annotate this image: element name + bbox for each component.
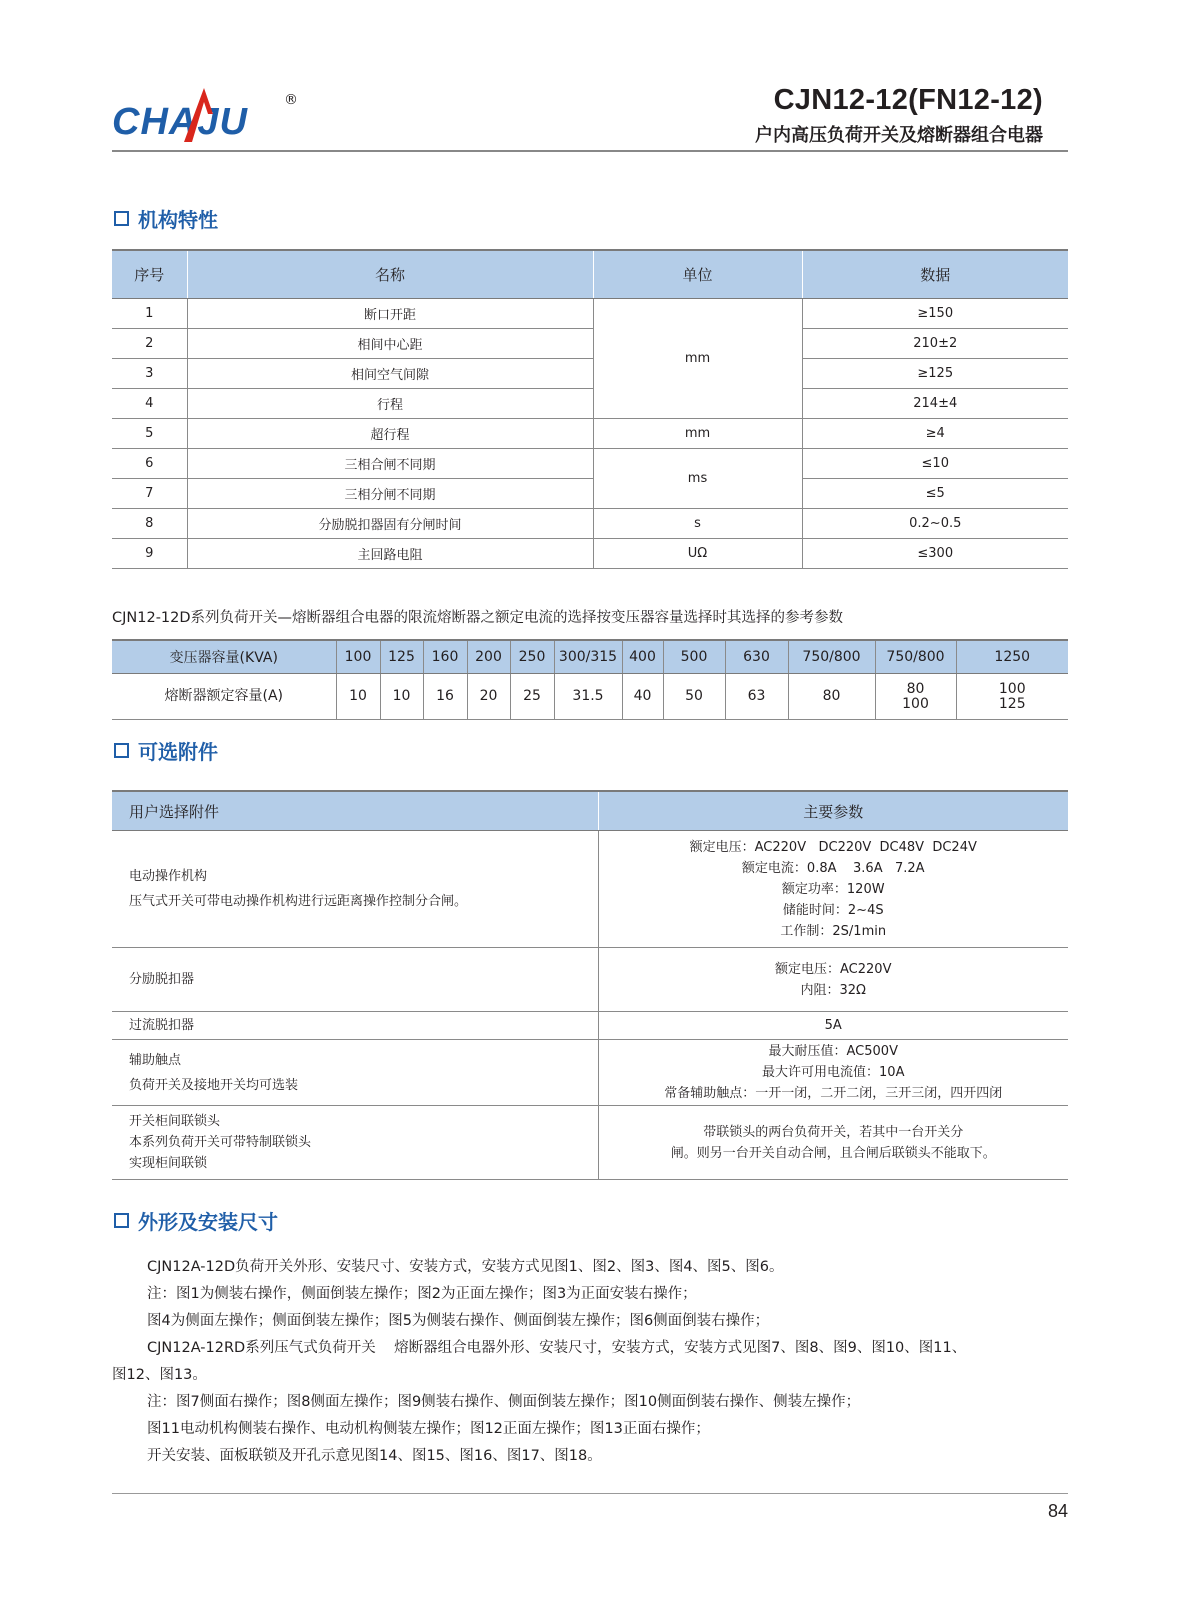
row-label: 变压器容量(KVA) [112, 640, 336, 674]
table-row [112, 359, 1068, 389]
cell-no: 5 [112, 419, 187, 449]
param-line: 带联锁头的两台负荷开关，若其中一台开关分 [703, 1124, 964, 1140]
table-row [112, 479, 1068, 509]
param-line: 额定电压：AC220V DC220V DC48V DC24V [689, 839, 977, 855]
table-row [112, 1106, 1068, 1180]
cell-name: 相间空气间隙 [187, 359, 593, 389]
param-line: 常备辅助触点：一开一闭，二开二闭，三开三闭，四开四闭 [664, 1086, 1003, 1101]
param-line: 额定功率：120W [781, 881, 885, 897]
capacity-cell: 500 [663, 640, 725, 674]
cell-data: ≤10 [802, 449, 1068, 479]
cell-unit: UΩ [593, 539, 802, 569]
table-row [112, 1040, 1068, 1106]
param-line: 额定电压：AC220V [775, 961, 892, 977]
table-row [112, 449, 1068, 479]
capacity-cell: 750/800 [875, 640, 956, 674]
accessory-cell [112, 1040, 598, 1106]
paragraph-line: CJN12A-12RD系列压气式负荷开关 熔断器组合电器外形、安装尺寸，安装方式，安装方式见图7、图8、图9、图10、图11、 [147, 1340, 967, 1356]
fuse-value: 125 [998, 695, 1026, 712]
brand-logo [112, 84, 312, 154]
cell-unit: mm [593, 419, 802, 449]
accessory-cell [112, 1106, 598, 1180]
checkbox-square-icon [114, 211, 129, 226]
param-line: 最大许可用电流值：10A [762, 1065, 905, 1080]
fuse-selection-table [112, 639, 1068, 720]
cell-data: ≥4 [802, 419, 1068, 449]
fuse-selection-note: CJN12-12D系列负荷开关—熔断器组合电器的限流熔断器之额定电流的选择按变压器容量选择时其选择的参考参数 [112, 610, 844, 626]
checkbox-square-icon [114, 1213, 129, 1228]
cell-no: 1 [112, 299, 187, 329]
accessory-description: 本系列负荷开关可带特制联锁头 [129, 1135, 312, 1150]
cell-data: 0.2~0.5 [802, 509, 1068, 539]
fuse-cell: 31.5 [554, 674, 622, 720]
accessory-cell [112, 831, 598, 948]
row-label: 熔断器额定容量(A) [112, 674, 336, 720]
cell-unit: ms [593, 449, 802, 509]
table-row [112, 299, 1068, 329]
table-row [112, 509, 1068, 539]
param-line: 闸。则另一台开关自动合闸，且合闸后联锁头不能取下。 [670, 1145, 996, 1161]
dimensions-description [112, 1254, 1068, 1470]
fuse-rating-row [112, 674, 1068, 720]
parameters-cell [598, 1012, 1068, 1040]
table-header-row [112, 250, 1068, 299]
param-line: 5A [824, 1018, 842, 1033]
table-row [112, 1012, 1068, 1040]
cell-unit: mm [593, 299, 802, 419]
cell-name: 行程 [187, 389, 593, 419]
param-line: 额定电流：0.8A 3.6A 7.2A [741, 860, 925, 876]
fuse-cell: 50 [663, 674, 725, 720]
capacity-cell: 1250 [956, 640, 1068, 674]
col-header-unit: 单位 [593, 250, 802, 299]
accessory-description: 压气式开关可带电动操作机构进行远距离操作控制分合闸。 [129, 894, 468, 909]
section-dimensions [114, 1206, 278, 1235]
mechanism-characteristics-table [112, 249, 1068, 569]
cell-no: 6 [112, 449, 187, 479]
fuse-cell: 40 [622, 674, 663, 720]
table-row [112, 831, 1068, 948]
cell-no: 2 [112, 329, 187, 359]
product-description: 户内高压负荷开关及熔断器组合电器 [755, 125, 1043, 146]
col-header-accessory: 用户选择附件 [112, 791, 598, 831]
table-row [112, 948, 1068, 1012]
param-line: 储能时间：2~4S [782, 902, 884, 918]
col-header-data: 数据 [802, 250, 1068, 299]
accessory-name: 过流脱扣器 [129, 1018, 195, 1033]
fuse-cell [956, 674, 1068, 720]
fuse-cell: 20 [467, 674, 510, 720]
fuse-cell: 10 [336, 674, 380, 720]
fuse-cell: 63 [725, 674, 788, 720]
capacity-cell: 400 [622, 640, 663, 674]
cell-name: 分励脱扣器固有分闸时间 [187, 509, 593, 539]
cell-name: 断口开距 [187, 299, 593, 329]
product-model: CJN12-12(FN12-12) [773, 84, 1043, 116]
footer-divider [112, 1493, 1068, 1494]
capacity-cell: 100 [336, 640, 380, 674]
table-row [112, 539, 1068, 569]
transformer-capacity-row [112, 640, 1068, 674]
param-line: 内阻：32Ω [800, 982, 866, 998]
paragraph-line: 图11电动机构侧装右操作、电动机构侧装左操作；图12正面左操作；图13正面右操作； [147, 1421, 710, 1437]
cell-data: 214±4 [802, 389, 1068, 419]
parameters-cell [598, 1106, 1068, 1180]
cell-data: ≤300 [802, 539, 1068, 569]
table-header-row [112, 791, 1068, 831]
accessory-name: 电动操作机构 [129, 869, 208, 884]
fuse-value: 100 [902, 695, 929, 712]
accessory-cell [112, 1012, 598, 1040]
header-divider [112, 150, 1068, 152]
col-header-parameters: 主要参数 [598, 791, 1068, 831]
parameters-cell [598, 948, 1068, 1012]
accessory-name: 辅助触点 [129, 1052, 182, 1068]
capacity-cell: 125 [380, 640, 423, 674]
fuse-cell: 80 [788, 674, 875, 720]
section-title: 机构特性 [138, 208, 218, 232]
parameters-cell [598, 1040, 1068, 1106]
optional-accessories-table [112, 790, 1068, 1180]
cell-name: 超行程 [187, 419, 593, 449]
checkbox-square-icon [114, 743, 129, 758]
col-header-name: 名称 [187, 250, 593, 299]
cell-data: ≥150 [802, 299, 1068, 329]
page-number: 84 [1047, 1501, 1068, 1521]
paragraph-line: 注：图7侧面右操作；图8侧面左操作；图9侧装右操作、侧面倒装左操作；图10侧面倒装右操作、侧装左操作； [147, 1394, 861, 1410]
paragraph-line: 开关安装、面板联锁及开孔示意见图14、图15、图16、图17、图18。 [147, 1448, 602, 1464]
param-line: 最大耐压值：AC500V [768, 1044, 898, 1059]
cell-data: ≥125 [802, 359, 1068, 389]
cell-data: 210±2 [802, 329, 1068, 359]
capacity-cell: 630 [725, 640, 788, 674]
logo-text: CHAJU [112, 101, 248, 143]
cell-unit: s [593, 509, 802, 539]
table-row [112, 389, 1068, 419]
cell-no: 4 [112, 389, 187, 419]
fuse-cell [875, 674, 956, 720]
table-row [112, 329, 1068, 359]
table-row [112, 419, 1068, 449]
accessory-description: 负荷开关及接地开关均可选装 [129, 1077, 299, 1093]
parameters-cell [598, 831, 1068, 948]
cell-name: 三相分闸不同期 [187, 479, 593, 509]
col-header-no: 序号 [112, 250, 187, 299]
paragraph-line: 注：图1为侧装右操作，侧面倒装左操作；图2为正面左操作；图3为正面安装右操作； [147, 1286, 697, 1302]
accessory-description: 实现柜间联锁 [129, 1156, 208, 1171]
accessory-name: 分励脱扣器 [129, 972, 195, 987]
registered-mark: ® [284, 92, 298, 108]
paragraph-line: CJN12A-12D负荷开关外形、安装尺寸、安装方式，安装方式见图1、图2、图3、图4、图5、图6。 [147, 1259, 784, 1275]
section-title: 外形及安装尺寸 [138, 1210, 278, 1234]
section-optional-accessories [114, 736, 218, 765]
capacity-cell: 750/800 [788, 640, 875, 674]
cell-no: 7 [112, 479, 187, 509]
fuse-value: 80 [906, 680, 925, 697]
section-title: 可选附件 [138, 740, 218, 764]
param-line: 工作制：2S/1min [780, 923, 887, 939]
capacity-cell: 300/315 [554, 640, 622, 674]
accessory-name: 开关柜间联锁头 [129, 1114, 221, 1129]
fuse-cell: 16 [423, 674, 467, 720]
capacity-cell: 160 [423, 640, 467, 674]
paragraph-line: 图4为侧面左操作；侧面倒装左操作；图5为侧装右操作、侧面倒装左操作；图6侧面倒装右操作； [147, 1313, 770, 1329]
cell-name: 相间中心距 [187, 329, 593, 359]
cell-no: 8 [112, 509, 187, 539]
section-mechanism-characteristics [114, 204, 218, 233]
cell-name: 三相合闸不同期 [187, 449, 593, 479]
accessory-cell [112, 948, 598, 1012]
paragraph-line: 图12、图13。 [112, 1367, 207, 1383]
cell-no: 3 [112, 359, 187, 389]
fuse-cell: 25 [510, 674, 554, 720]
capacity-cell: 250 [510, 640, 554, 674]
capacity-cell: 200 [467, 640, 510, 674]
cell-name: 主回路电阻 [187, 539, 593, 569]
cell-data: ≤5 [802, 479, 1068, 509]
cell-no: 9 [112, 539, 187, 569]
fuse-cell: 10 [380, 674, 423, 720]
fuse-value: 100 [998, 680, 1026, 697]
